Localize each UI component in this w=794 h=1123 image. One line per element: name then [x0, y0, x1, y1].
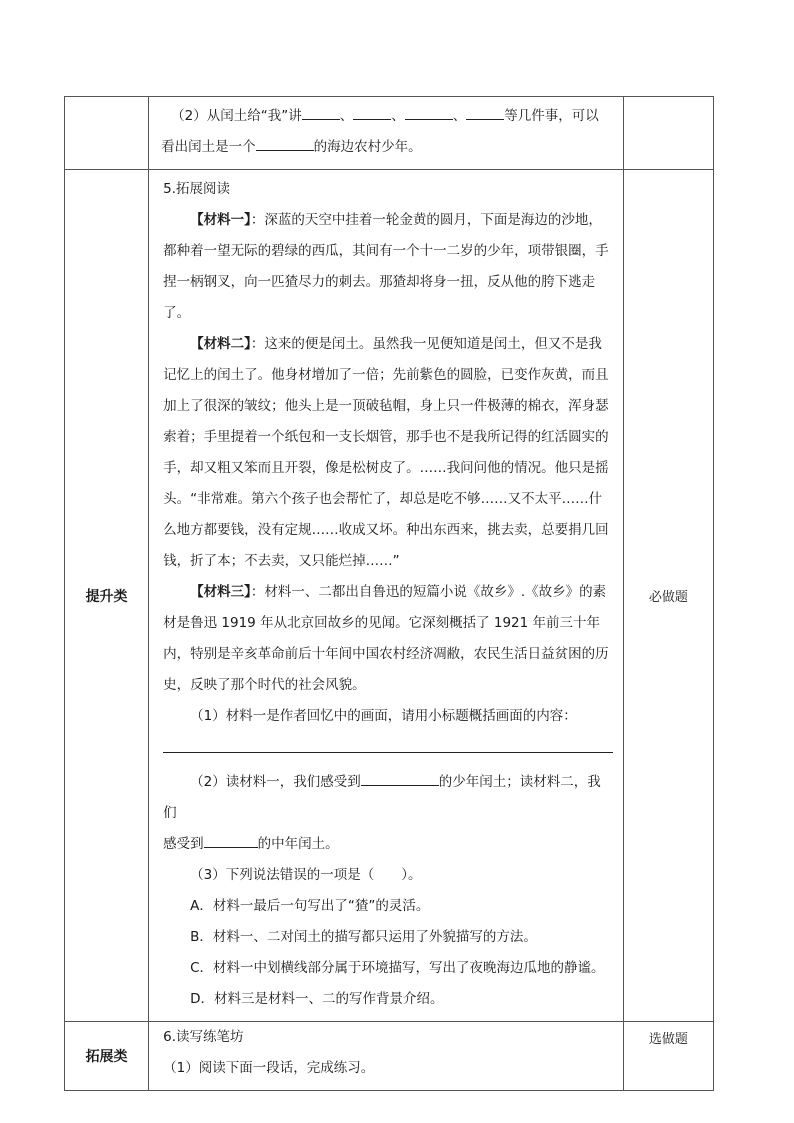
- option-a[interactable]: A．材料一最后一句写出了“猹”的灵活。: [190, 898, 430, 914]
- separator: 、: [391, 108, 405, 124]
- note-label: 必做题: [623, 170, 713, 1022]
- question-text: （2）读材料一，我们感受到: [190, 774, 361, 790]
- question-1: （1）材料一是作者回忆中的画面，请用小标题概括画面的内容：: [190, 708, 577, 724]
- content-cell: [149, 170, 624, 1022]
- material-text: ：这来的便是闰土。虽然我一见便知道是闰土，但又不是我记忆上的闰土了。他身材增加了一倍；先前紫色的圆脸，已变作灰黄，而且加上了很深的皱纹；他头上是一顶破毡帽，身上只一件极薄的棉衣，浑身瑟索着；手里提着一个纸包和一支长烟管，那手也不是我所记得的红活圆实的手，却又粗又笨而且开裂，像是松树皮了。……我问问他的情况。他只是摇头。“非常难。第六个孩子也会帮忙了，却总是吃不够……又不太平……什么地方都要钱，没有定规……收成又坏。种出东西来，挑去卖，总要捐几回钱，折了本；不去卖，又只能烂掉……”: [163, 336, 609, 569]
- table-row: [65, 97, 714, 170]
- question-3: （3）下列说法错误的一项是（ ）。: [190, 867, 422, 883]
- material-label: 【材料一】: [190, 212, 251, 228]
- question-text: 等几件事，可以: [504, 108, 599, 124]
- answer-blank[interactable]: [466, 103, 504, 120]
- question-text: 的少年闰土；读材料二，我们: [163, 774, 601, 821]
- question-text: 的中年闰土。: [257, 836, 339, 852]
- note-label: 选做题: [623, 1022, 713, 1091]
- separator: 、: [339, 108, 354, 124]
- option-b[interactable]: B．材料一、二对闰土的描写都只运用了外貌描写的方法。: [190, 929, 537, 945]
- material-label: 【材料二】: [190, 336, 251, 352]
- answer-blank[interactable]: [353, 103, 391, 120]
- table-row: [65, 170, 714, 1022]
- answer-blank[interactable]: [256, 134, 314, 151]
- content-cell: [149, 97, 624, 170]
- worksheet-table: [64, 96, 714, 1091]
- material-text: ：材料一、二都出自鲁迅的短篇小说《故乡》.《故乡》的素材是鲁迅 1919 年从北京回故乡的见闻。它深刻概括了 1921 年前三十年内，特别是辛亥革命前后十年间中国农村经济凋敝，农民生活日益贫困的历史，反映了那个时代的社会风貌。: [163, 584, 609, 693]
- material-text: ：深蓝的天空中挂着一轮金黄的圆月，下面是海边的沙地，都种着一望无际的碧绿的西瓜，其间有一个十一二岁的少年，项带银圈，手捏一柄钢叉，向一匹猹尽力的刺去。那猹却将身一扭，反从他的胯下逃走了。: [163, 212, 609, 321]
- option-c[interactable]: C．材料一中划横线部分属于环境描写，写出了夜晚海边瓜地的静谧。: [190, 960, 605, 976]
- question-text: 感受到: [163, 836, 204, 852]
- question-text: （2）从闰土给“我”讲: [171, 108, 302, 124]
- question-text: 的海边农村少年。: [313, 139, 422, 155]
- exercise-line: （1）阅读下面一段话，完成练习。: [163, 1060, 375, 1076]
- answer-blank[interactable]: [361, 769, 439, 786]
- content-cell: [149, 1022, 624, 1091]
- table-row: [65, 1022, 714, 1091]
- separator: 、: [452, 108, 467, 124]
- answer-blank[interactable]: [204, 831, 258, 848]
- material-two: [163, 329, 613, 577]
- category-label: 拓展类: [65, 1022, 149, 1091]
- category-cell: [65, 97, 149, 170]
- answer-blank[interactable]: [302, 103, 340, 120]
- material-label: 【材料三】: [190, 584, 251, 600]
- question-2: [163, 767, 613, 829]
- note-cell: [623, 97, 713, 170]
- question-text: 看出闰土是一个: [161, 139, 256, 155]
- answer-blank[interactable]: [405, 103, 453, 120]
- section-heading: 6.读写练笔坊: [163, 1029, 244, 1045]
- question-2-cont: [163, 829, 613, 860]
- material-three: [163, 577, 613, 701]
- material-one: [163, 205, 613, 329]
- answer-line[interactable]: [163, 738, 613, 753]
- category-label: 提升类: [65, 170, 149, 1022]
- option-d[interactable]: D．材料三是材料一、二的写作背景介绍。: [190, 991, 444, 1007]
- section-heading: 5.拓展阅读: [163, 181, 231, 197]
